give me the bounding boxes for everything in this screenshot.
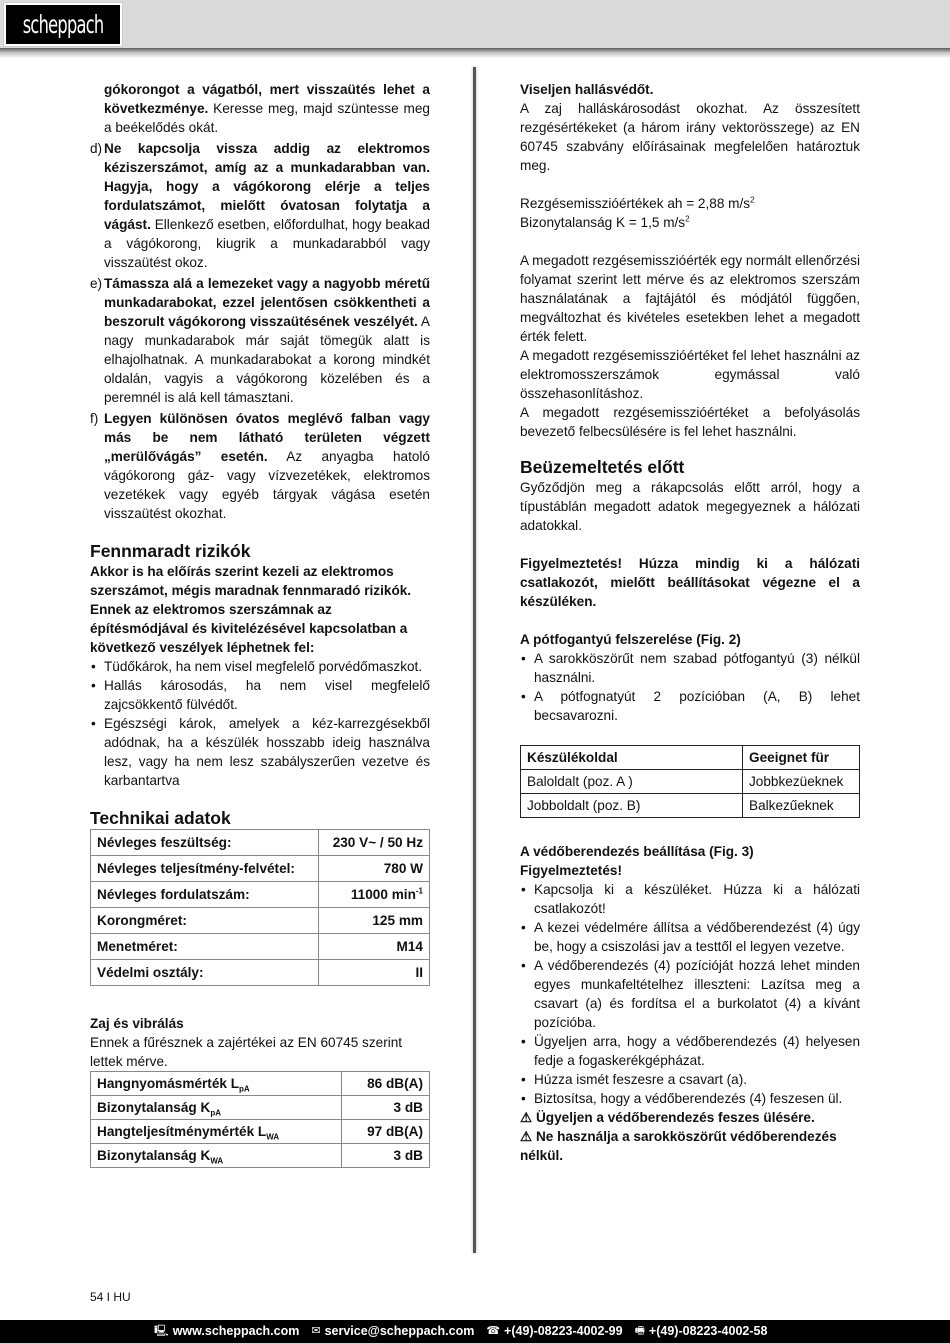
section-title-noise: Zaj és vibrálás — [90, 1016, 184, 1031]
table-row: Védelmi osztály: II — [91, 960, 430, 986]
hearing-protection-title: Viseljen hallásvédőt. — [520, 82, 654, 97]
list-item: • Kapcsolja ki a készüléket. Húzza ki a hálózati csatlakozót! — [521, 882, 860, 916]
footer-bar — [0, 1320, 950, 1343]
left-column — [90, 80, 430, 1168]
computer-icon: 🖳 — [154, 1325, 169, 1337]
residual-risks-list — [90, 657, 430, 790]
vibration-paragraph: A megadott rezgésemisszióértéket a befolyásolás bevezető felbecsülésére is fel lehet használni. — [520, 405, 860, 439]
list-item: • Ügyeljen arra, hogy a védőberendezés (4) helyesen fedje a fogaskerékgépházat. — [521, 1034, 860, 1068]
list-item: • A kezei védelmére állítsa a védőberendezést (4) úgy be, hogy a csiszolási jav a testtől el legyen vezetve. — [521, 920, 860, 954]
column-divider — [473, 67, 476, 1253]
list-item: • Biztosítsa, hogy a védőberendezés (4) feszesen ül. — [521, 1091, 843, 1106]
list-item: • Hallás károsodás, ha nem visel megfelelő zajcsökkentő fülvédőt. — [91, 678, 430, 712]
list-item: • A sarokköszörűt nem szabad pótfogantyú (3) nélkül használni. — [521, 651, 860, 685]
vibration-paragraph: A megadott rezgésemisszióérték egy normált ellenőrzési folyamat szerint lett mérve és az elektromos szerszám használatának a fajtájától és módjától függően, megváltozhat és kivételes esetekben lehet a megadott érték felett. — [520, 253, 861, 344]
table-row: Bizonytalanság $K_{pA}$ 3 dB — [91, 1096, 430, 1120]
list-item: • Húzza ismét feszesre a csavart (a). — [521, 1072, 748, 1087]
right-column — [520, 80, 860, 1165]
list-item-c-continued: gókorongot a vágatból, mert visszaütés lehet a következménye. Keresse meg, majd szüntesse meg a beékelődés okát. — [104, 82, 430, 135]
table-row: Baloldalt (poz. A ) Jobbkezüeknek — [521, 770, 860, 794]
footer-fax: 🖷 +(49)-08223-4002-58 — [635, 1322, 768, 1341]
handle-side-table — [520, 745, 860, 818]
email-icon: ✉ — [311, 1325, 321, 1337]
page-number: 54 I HU — [90, 1290, 131, 1304]
section-title-residual-risks: Fennmaradt rizikók — [90, 541, 251, 561]
table-row: Névleges fordulatszám: 11000 $\min^{-1}$ — [91, 882, 430, 908]
section-title-technical-data: Technikai adatok — [90, 808, 231, 828]
section-title-before-startup: Beüzemeltetés előtt — [520, 457, 685, 477]
list-item: • A védőberendezés (4) pozícióját hozzá lehet minden egyes munkafeltételhez illeszteni: Lazítsa meg a csavart (a) és fordítsa el a burkolatot (4) a kívánt pozícióba. — [521, 958, 860, 1030]
table-row: Névleges teljesítmény-felvétel: 780 W — [91, 856, 430, 882]
guard-warning: Figyelmeztetés! — [520, 863, 622, 878]
footer-website[interactable]: 🖳 www.scheppach.com — [154, 1322, 299, 1341]
table-row: Jobboldalt (poz. B) Balkezűeknek — [521, 794, 860, 818]
vibration-uncertainty-line: Bizonytalanság K = 1,5 $m/s^2$ — [520, 214, 690, 230]
table-row: Névleges feszültség: 230 V~ / 50 Hz — [91, 830, 430, 856]
footer-email[interactable]: ✉ service@scheppach.com — [311, 1322, 474, 1341]
guard-list — [520, 880, 860, 1108]
technical-data-table — [90, 829, 430, 986]
section-title-aux-handle: A pótfogantyú felszerelése (Fig. 2) — [520, 632, 741, 647]
noise-table — [90, 1071, 430, 1168]
table-row: Hangnyomásmérték $L_{pA}$ 86 dB(A) — [91, 1072, 430, 1096]
list-item: • A pótfognatyút 2 pozícióban (A, B) lehet becsavarozni. — [521, 689, 860, 723]
header-shadow — [0, 48, 950, 58]
vibration-paragraph: A megadott rezgésemisszióértéket fel lehet használni az elektromosszerszámok egymással való összehasonlításhoz. — [520, 348, 860, 401]
vibration-value-line: Rezgésemisszióértékek ah = 2,88 $m/s^2$ — [520, 195, 755, 211]
startup-warning: Figyelmeztetés! Húzza mindig ki a hálózati csatlakozót, mielőtt beállításokat végezne el a készüléken. — [520, 556, 860, 609]
guard-caution: ⚠ Ne használja a sarokköszörűt védőberendezés nélkül. — [520, 1129, 837, 1163]
table-row: Menetméret: M14 — [91, 934, 430, 960]
list-item: • Egészségi károk, amelyek a kéz-karrezgésekből adódnak, ha a készülék hosszabb ideig használva lesz, vagy ha nem lesz szabályszerűen vezetve és karbantartva — [91, 716, 430, 788]
hearing-protection-text: A zaj halláskárosodást okozhat. Az összesített rezgésértékeket (a három irány vektorösszege) az EN 60745 szabvány előírásainak megfelelően határoztuk meg. — [520, 101, 860, 173]
table-row: Bizonytalanság $K_{WA}$ 3 dB — [91, 1144, 430, 1168]
warning-icon: ⚠ — [520, 1110, 533, 1125]
scheppach-logo: scheppach — [4, 3, 122, 46]
list-item-d: d) Ne kapcsolja vissza addig az elektromos kéziszerszámot, amíg az a munkadarabban van. Hagyja, hogy a vágókorong elérje a teljes fordulatszámot, mielőtt óvatosan folytatja a vágást. Ellenkező esetben, előfordulhat, hogy beakad a vágókorong, kiugrik a munkadarabból vagy visszaütést okoz. — [90, 141, 430, 270]
fax-icon: 🖷 — [634, 1325, 645, 1337]
list-item-e: e) Támassza alá a lemezeket vagy a nagyobb méretű munkadarabokat, ezzel jelentősen csökkentheti a beszorult vágókorong visszaütésének veszélyét. A nagy munkadarabok már saját tömegük alatt is elhajolhatnak. A munkadarabokat a korong mindkét oldalán, vagyis a vágókorong közelében és a peremnél is alá kell támasztani. — [90, 276, 430, 405]
residual-risks-intro: Akkor is ha előírás szerint kezeli az elektromos szerszámot, mégis maradnak fennmaradó rizikók. Ennek az elektromos szerszámnak az építésmódjával és kivitelézésével kapcsolatban a következő veszélyek léphetnek fel: — [90, 564, 412, 655]
list-item-f: f) Legyen különösen óvatos meglévő falban vagy más be nem látható területen végzett „merülővágás” esetén. Az anyagba hatoló vágókorong gáz- vagy vízvezetékek, elektromos vezetékek vagy egyéb tárgyak vágása esetén visszaütést okozhat. — [90, 411, 430, 521]
warning-icon: ⚠ — [520, 1129, 533, 1144]
footer-phone: ☎ +(49)-08223-4002-99 — [486, 1322, 622, 1341]
phone-icon: ☎ — [486, 1325, 501, 1337]
table-row: Hangteljesítménymérték $L_{WA}$ 97 dB(A) — [91, 1120, 430, 1144]
guard-caution: ⚠ Ügyeljen a védőberendezés feszes ülésére. — [520, 1110, 815, 1125]
aux-handle-list — [520, 649, 860, 725]
list-item: • Tüdőkárok, ha nem visel megfelelő porvédőmaszkot. — [91, 659, 423, 674]
section-title-guard: A védőberendezés beállítása (Fig. 3) — [520, 844, 754, 859]
page-header — [0, 0, 950, 48]
startup-text: Győződjön meg a rákapcsolás előtt arról, hogy a típustáblán megadott adatok megegyeznek a hálózati adatokkal. — [520, 480, 860, 533]
noise-text: Ennek a fűrésznek a zajértékei az EN 60745 szerint lettek mérve. — [90, 1035, 403, 1069]
table-header-row: Készülékoldal Geeignet für — [521, 746, 860, 770]
table-row: Korongméret: 125 mm — [91, 908, 430, 934]
